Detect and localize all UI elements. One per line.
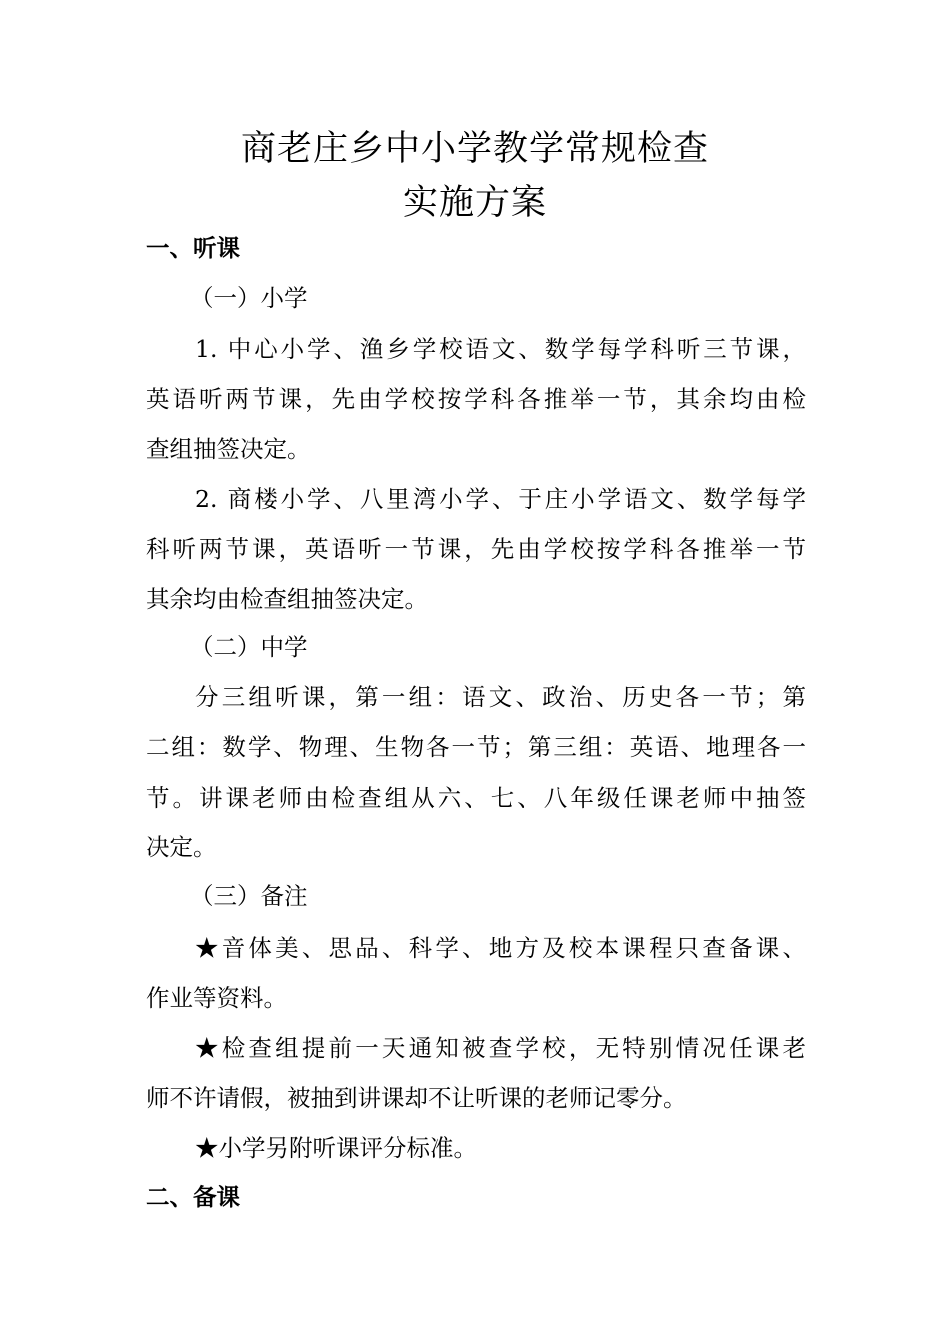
primary-item1-line2: 英语听两节课，先由学校按学科各推举一节，其余均由检: [146, 385, 806, 413]
subsection-heading-middle: （二）中学: [190, 633, 308, 661]
note2-line1: ★检查组提前一天通知被查学校，无特别情况任课老: [195, 1034, 806, 1062]
primary-item1-line1: 1. 中心小学、渔乡学校语文、数学每学科听三节课，: [195, 335, 806, 363]
primary-item2-line3: 其余均由检查组抽签决定。: [146, 585, 428, 613]
middle-paragraph-line4: 决定。: [146, 833, 217, 861]
primary-item2-line2: 科听两节课，英语听一节课，先由学校按学科各推举一节: [146, 535, 806, 563]
note1-line1: ★音体美、思品、科学、地方及校本课程只查备课、: [195, 934, 806, 962]
section-heading-lesson-prep: 二、备课: [146, 1183, 240, 1211]
note1-line2: 作业等资料。: [146, 984, 287, 1012]
subsection-heading-notes: （三）备注: [190, 882, 308, 910]
primary-item2-line1: 2. 商楼小学、八里湾小学、于庄小学语文、数学每学: [195, 485, 806, 513]
middle-paragraph-line1: 分三组听课，第一组：语文、政治、历史各一节；第: [195, 683, 806, 711]
note2-line2: 师不许请假，被抽到讲课却不让听课的老师记零分。: [146, 1084, 687, 1112]
middle-paragraph-line3: 节。讲课老师由检查组从六、七、八年级任课老师中抽签: [146, 784, 806, 812]
document-title-line-1: 商老庄乡中小学教学常规检查: [240, 129, 709, 169]
middle-paragraph-line2: 二组：数学、物理、生物各一节；第三组：英语、地理各一: [146, 733, 806, 761]
section-heading-listening: 一、听课: [146, 234, 240, 262]
primary-item1-line3: 查组抽签决定。: [146, 435, 311, 463]
subsection-heading-primary: （一）小学: [190, 284, 308, 312]
document-title-line-2: 实施方案: [402, 183, 547, 223]
note3-line1: ★小学另附听课评分标准。: [195, 1134, 477, 1162]
